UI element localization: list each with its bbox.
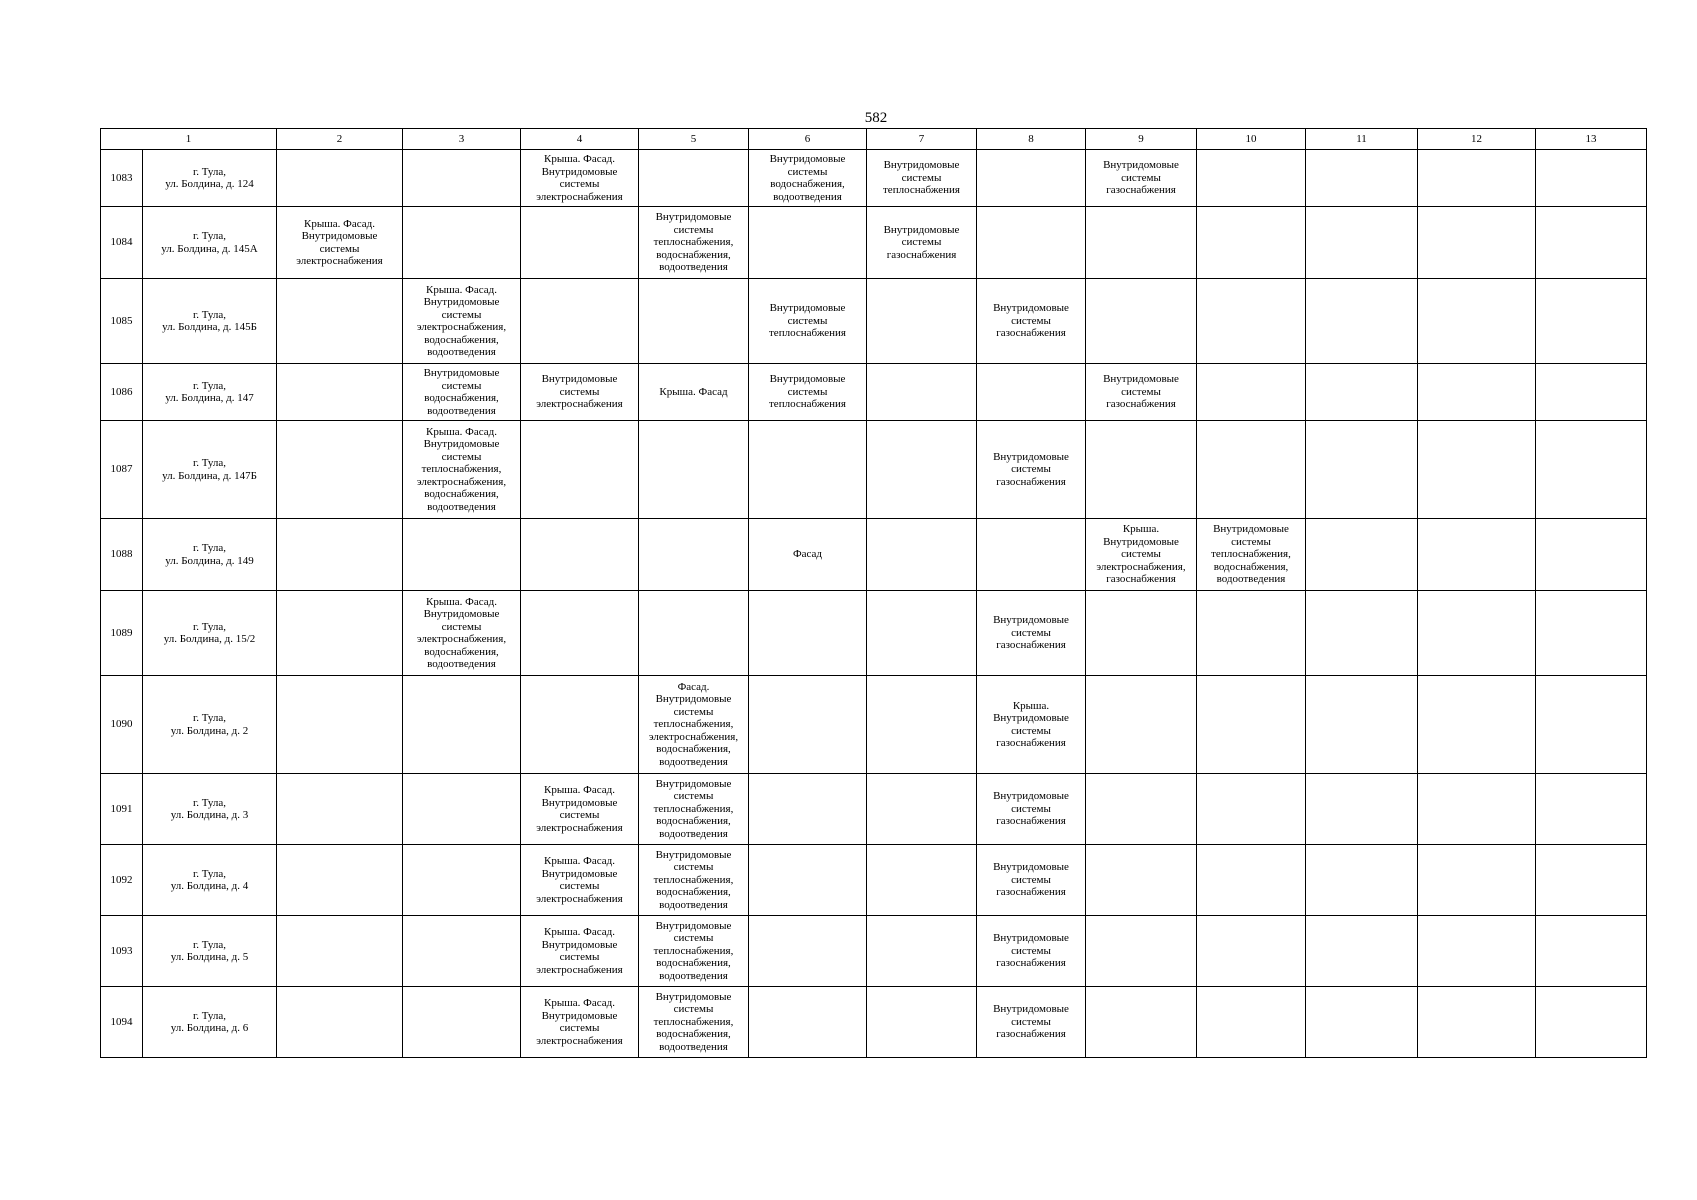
work-cell <box>277 774 403 845</box>
work-cell: Крыша. Внутридомовые системы электроснабжения, газоснабжения <box>1086 519 1197 591</box>
work-cell <box>867 364 977 421</box>
work-cell <box>277 150 403 207</box>
row-number: 1085 <box>101 279 143 364</box>
work-cell <box>1418 207 1536 279</box>
work-cell <box>1306 591 1418 676</box>
row-number: 1094 <box>101 987 143 1058</box>
work-cell: Крыша. Фасад. Внутридомовые системы электроснабжения <box>521 150 639 207</box>
column-header: 10 <box>1197 129 1306 150</box>
work-cell <box>277 364 403 421</box>
column-header: 9 <box>1086 129 1197 150</box>
work-cell <box>1536 774 1647 845</box>
column-header: 8 <box>977 129 1086 150</box>
work-cell <box>1086 676 1197 774</box>
row-number: 1089 <box>101 591 143 676</box>
work-cell <box>1197 774 1306 845</box>
work-cell <box>867 916 977 987</box>
work-cell <box>1086 845 1197 916</box>
table-row <box>101 364 1647 421</box>
column-header: 1 <box>101 129 277 150</box>
work-cell <box>1197 845 1306 916</box>
work-cell: Внутридомовые системы теплоснабжения <box>867 150 977 207</box>
work-cell <box>977 207 1086 279</box>
table-row <box>101 519 1647 591</box>
work-cell <box>1086 916 1197 987</box>
row-number: 1090 <box>101 676 143 774</box>
table-row <box>101 676 1647 774</box>
work-cell <box>749 916 867 987</box>
work-cell <box>521 519 639 591</box>
address-cell: г. Тула, ул. Болдина, д. 2 <box>143 676 277 774</box>
work-cell <box>1197 421 1306 519</box>
address-cell: г. Тула, ул. Болдина, д. 4 <box>143 845 277 916</box>
work-cell <box>277 987 403 1058</box>
work-cell <box>749 421 867 519</box>
row-number: 1083 <box>101 150 143 207</box>
address-cell: г. Тула, ул. Болдина, д. 5 <box>143 916 277 987</box>
work-cell <box>521 421 639 519</box>
work-cell: Внутридомовые системы газоснабжения <box>867 207 977 279</box>
column-number-row <box>101 129 1647 150</box>
address-cell: г. Тула, ул. Болдина, д. 147Б <box>143 421 277 519</box>
work-cell <box>277 676 403 774</box>
work-cell <box>977 519 1086 591</box>
work-cell <box>1197 150 1306 207</box>
table-row <box>101 207 1647 279</box>
column-header: 4 <box>521 129 639 150</box>
row-number: 1088 <box>101 519 143 591</box>
work-cell: Фасад <box>749 519 867 591</box>
column-header: 13 <box>1536 129 1647 150</box>
column-header: 5 <box>639 129 749 150</box>
work-cell <box>1536 845 1647 916</box>
work-cell <box>1418 987 1536 1058</box>
work-cell: Крыша. Внутридомовые системы газоснабжения <box>977 676 1086 774</box>
work-cell <box>1197 591 1306 676</box>
work-cell <box>1197 987 1306 1058</box>
work-cell <box>977 150 1086 207</box>
work-cell <box>403 150 521 207</box>
work-cell <box>1306 845 1418 916</box>
work-cell <box>639 591 749 676</box>
work-cell <box>867 279 977 364</box>
work-cell <box>1536 207 1647 279</box>
work-cell <box>1197 676 1306 774</box>
work-cell <box>1536 676 1647 774</box>
work-cell <box>749 676 867 774</box>
row-number: 1093 <box>101 916 143 987</box>
column-header: 6 <box>749 129 867 150</box>
column-header: 2 <box>277 129 403 150</box>
work-cell <box>1086 279 1197 364</box>
table-row <box>101 916 1647 987</box>
table-row <box>101 421 1647 519</box>
work-cell <box>403 987 521 1058</box>
work-cell <box>1536 519 1647 591</box>
work-cell <box>403 207 521 279</box>
work-cell <box>867 519 977 591</box>
work-cell <box>977 364 1086 421</box>
work-cell: Внутридомовые системы газоснабжения <box>977 279 1086 364</box>
work-cell <box>521 591 639 676</box>
work-cell <box>521 207 639 279</box>
work-cell <box>1418 591 1536 676</box>
work-cell <box>867 676 977 774</box>
table-header <box>101 129 1647 150</box>
work-cell <box>749 591 867 676</box>
address-cell: г. Тула, ул. Болдина, д. 15/2 <box>143 591 277 676</box>
row-number: 1091 <box>101 774 143 845</box>
work-cell: Внутридомовые системы газоснабжения <box>977 845 1086 916</box>
work-cell <box>639 150 749 207</box>
work-cell <box>1086 207 1197 279</box>
row-number: 1092 <box>101 845 143 916</box>
work-cell <box>1197 279 1306 364</box>
work-cell: Внутридомовые системы газоснабжения <box>977 916 1086 987</box>
column-header: 3 <box>403 129 521 150</box>
work-cell: Внутридомовые системы теплоснабжения <box>749 364 867 421</box>
work-cell <box>1197 364 1306 421</box>
work-cell <box>639 519 749 591</box>
work-cell <box>639 279 749 364</box>
table-body <box>101 150 1647 1058</box>
work-cell <box>1306 421 1418 519</box>
work-cell <box>1086 987 1197 1058</box>
work-cell <box>1306 519 1418 591</box>
work-cell <box>867 987 977 1058</box>
work-cell: Внутридомовые системы газоснабжения <box>977 421 1086 519</box>
work-cell: Внутридомовые системы теплоснабжения, водоснабжения, водоотведения <box>1197 519 1306 591</box>
work-cell: Внутридомовые системы газоснабжения <box>977 774 1086 845</box>
work-cell: Внутридомовые системы газоснабжения <box>1086 364 1197 421</box>
row-number: 1087 <box>101 421 143 519</box>
row-number: 1086 <box>101 364 143 421</box>
work-cell <box>1418 421 1536 519</box>
table-row <box>101 774 1647 845</box>
work-cell <box>403 519 521 591</box>
work-cell <box>1306 364 1418 421</box>
work-cell <box>277 591 403 676</box>
table-row <box>101 591 1647 676</box>
work-cell <box>277 421 403 519</box>
work-cell: Внутридомовые системы теплоснабжения, водоснабжения, водоотведения <box>639 916 749 987</box>
work-cell: Внутридомовые системы теплоснабжения, водоснабжения, водоотведения <box>639 845 749 916</box>
work-cell <box>521 279 639 364</box>
address-cell: г. Тула, ул. Болдина, д. 6 <box>143 987 277 1058</box>
column-header: 7 <box>867 129 977 150</box>
work-cell: Внутридомовые системы теплоснабжения, водоснабжения, водоотведения <box>639 774 749 845</box>
column-header: 12 <box>1418 129 1536 150</box>
repair-schedule-table <box>100 128 1647 1058</box>
work-cell <box>277 519 403 591</box>
work-cell <box>749 774 867 845</box>
work-cell: Крыша. Фасад <box>639 364 749 421</box>
work-cell <box>1306 987 1418 1058</box>
work-cell: Крыша. Фасад. Внутридомовые системы электроснабжения <box>521 916 639 987</box>
work-cell: Внутридомовые системы газоснабжения <box>977 591 1086 676</box>
work-cell: Крыша. Фасад. Внутридомовые системы электроснабжения <box>277 207 403 279</box>
work-cell: Внутридомовые системы водоснабжения, водоотведения <box>403 364 521 421</box>
work-cell <box>1306 916 1418 987</box>
work-cell: Внутридомовые системы теплоснабжения, водоснабжения, водоотведения <box>639 987 749 1058</box>
column-header: 11 <box>1306 129 1418 150</box>
work-cell <box>1536 591 1647 676</box>
work-cell <box>1306 279 1418 364</box>
work-cell <box>1536 364 1647 421</box>
work-cell <box>403 774 521 845</box>
work-cell <box>1306 207 1418 279</box>
page-number: 582 <box>864 110 888 126</box>
work-cell <box>1418 774 1536 845</box>
table-row <box>101 987 1647 1058</box>
work-cell <box>639 421 749 519</box>
work-cell <box>403 916 521 987</box>
address-cell: г. Тула, ул. Болдина, д. 3 <box>143 774 277 845</box>
work-cell <box>749 207 867 279</box>
work-cell <box>277 916 403 987</box>
work-cell <box>1306 676 1418 774</box>
work-cell: Крыша. Фасад. Внутридомовые системы электроснабжения, водоснабжения, водоотведения <box>403 591 521 676</box>
work-cell <box>403 676 521 774</box>
table-row <box>101 279 1647 364</box>
work-cell: Крыша. Фасад. Внутридомовые системы электроснабжения, водоснабжения, водоотведения <box>403 279 521 364</box>
address-cell: г. Тула, ул. Болдина, д. 145А <box>143 207 277 279</box>
work-cell <box>1418 364 1536 421</box>
work-cell <box>1197 207 1306 279</box>
work-cell <box>1418 150 1536 207</box>
work-cell <box>277 279 403 364</box>
work-cell <box>1536 987 1647 1058</box>
work-cell <box>521 676 639 774</box>
work-cell <box>1086 421 1197 519</box>
work-cell: Внутридомовые системы электроснабжения <box>521 364 639 421</box>
work-cell <box>867 591 977 676</box>
work-cell: Крыша. Фасад. Внутридомовые системы электроснабжения <box>521 774 639 845</box>
work-cell: Крыша. Фасад. Внутридомовые системы теплоснабжения, электроснабжения, водоснабжения, водоотведения <box>403 421 521 519</box>
work-cell <box>867 845 977 916</box>
work-cell <box>867 774 977 845</box>
work-cell <box>403 845 521 916</box>
work-cell: Внутридомовые системы водоснабжения, водоотведения <box>749 150 867 207</box>
work-cell <box>749 987 867 1058</box>
work-cell <box>867 421 977 519</box>
work-cell <box>1306 150 1418 207</box>
work-cell <box>749 845 867 916</box>
work-cell: Внутридомовые системы газоснабжения <box>1086 150 1197 207</box>
work-cell <box>1086 774 1197 845</box>
address-cell: г. Тула, ул. Болдина, д. 145Б <box>143 279 277 364</box>
work-cell <box>1418 519 1536 591</box>
work-cell <box>1536 916 1647 987</box>
work-cell: Внутридомовые системы теплоснабжения <box>749 279 867 364</box>
row-number: 1084 <box>101 207 143 279</box>
work-cell <box>1418 279 1536 364</box>
address-cell: г. Тула, ул. Болдина, д. 149 <box>143 519 277 591</box>
address-cell: г. Тула, ул. Болдина, д. 147 <box>143 364 277 421</box>
work-cell <box>1418 845 1536 916</box>
work-cell: Фасад. Внутридомовые системы теплоснабжения, электроснабжения, водоснабжения, водоотведения <box>639 676 749 774</box>
address-cell: г. Тула, ул. Болдина, д. 124 <box>143 150 277 207</box>
work-cell <box>1536 421 1647 519</box>
work-cell: Внутридомовые системы газоснабжения <box>977 987 1086 1058</box>
work-cell <box>1418 676 1536 774</box>
work-cell <box>1418 916 1536 987</box>
work-cell <box>1197 916 1306 987</box>
table-row <box>101 845 1647 916</box>
work-cell <box>1306 774 1418 845</box>
work-cell: Крыша. Фасад. Внутридомовые системы электроснабжения <box>521 845 639 916</box>
work-cell <box>277 845 403 916</box>
work-cell: Крыша. Фасад. Внутридомовые системы электроснабжения <box>521 987 639 1058</box>
work-cell <box>1536 150 1647 207</box>
work-cell <box>1536 279 1647 364</box>
work-cell: Внутридомовые системы теплоснабжения, водоснабжения, водоотведения <box>639 207 749 279</box>
work-cell <box>1086 591 1197 676</box>
table-row <box>101 150 1647 207</box>
